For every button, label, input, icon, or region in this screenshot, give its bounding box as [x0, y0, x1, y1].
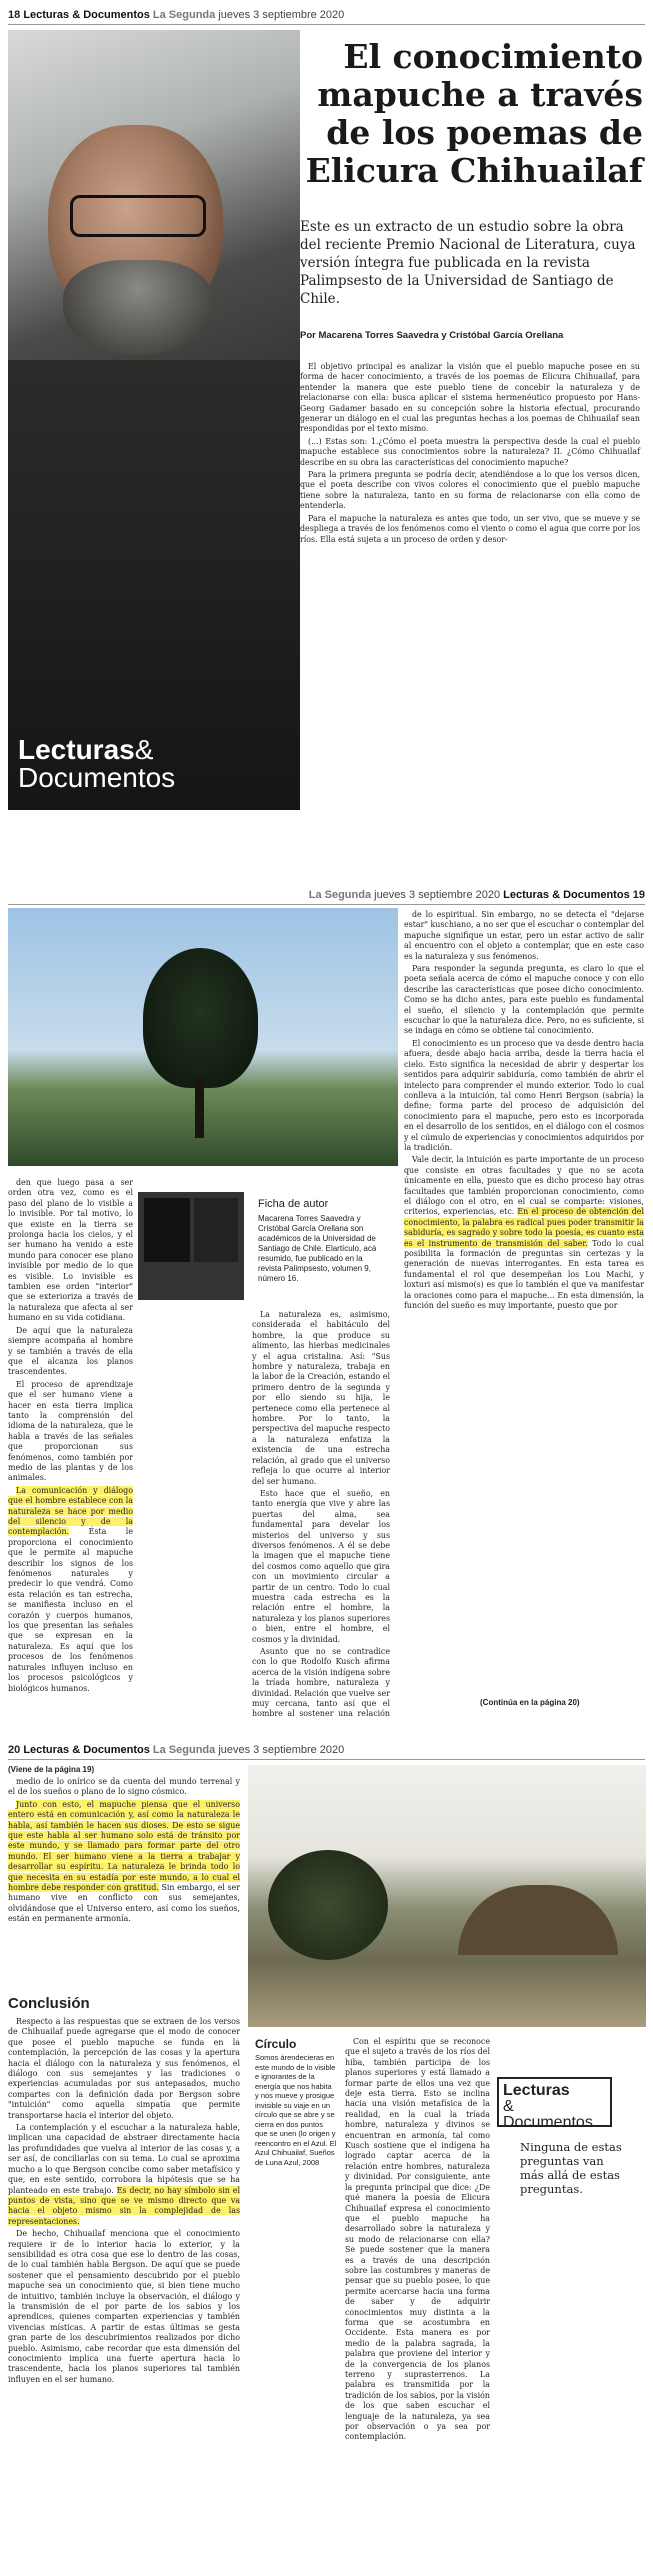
- paragraph: Asunto que no se contradice con lo que Rodolfo Kusch afirma acerca de la visión indígena sobre la tríada hombre, naturaleza y divinidad. Relación que vuelve ser muy cercana, tanto así que el hombre al sostener una relación: [252, 1647, 390, 1719]
- paragraph: Junto con esto, el mapuche piensa que el universo entero está en comunicación y, así como la naturaleza le habla, así también le hacen sus dioses. De esto se sigue que este habla al ser humano solo está de tránsito por este mundo, y se llamado para formar parte del otro mundo. El ser humano viene a la tierra a trabajar y desarrollar su espíritu. La naturaleza le brinda todo lo que necesita en su estadía por este mundo, a lo cual el hombre debe responder con gratitud. Sin embargo, el ser humano vive en conflicto con sus semejantes, olvidándose que el Universo entero, así como los sueños, están en permanente armonía.: [8, 1799, 241, 1924]
- issue-date: jueves 3 septiembre 2020: [218, 1744, 345, 1756]
- author-box-title: Ficha de autor: [258, 1198, 329, 1210]
- book-cover-front: [144, 1198, 190, 1262]
- araucaria-photo: [8, 908, 398, 1166]
- article-title: El conocimiento mapuche a través de los poemas de Elicura Chihuailaf: [305, 37, 643, 190]
- page-20: [0, 1735, 653, 2560]
- publication-name: La Segunda: [152, 9, 216, 21]
- continues-note: (Continúa en la página 20): [480, 1698, 580, 1707]
- paragraph: Para el mapuche la naturaleza es antes que todo, un ser vivo, que se mueve y se despliega a través de los fenómenos como el viento o como el agua que corre por los ríos. Ella está sujeta a un proceso de orden y desor-: [300, 513, 640, 544]
- section-name: Lecturas & Documentos: [23, 1744, 150, 1756]
- poem-title: Círculo: [255, 2037, 297, 2051]
- paragraph: Vale decir, la intuición es parte importante de un proceso que consiste en otras facultades y que no se acota únicamente en ella, puesto que es dicho proceso hay otras facultades que también proporcionan conocimiento, como el diálogo con el otro, en el cual se comparte: visiones, criterios, experiencias, etc. En el proceso de obtención del conocimiento, la palabra es radical pues poder transmitir la sabiduría, es sagrado y sobre todo la poesía, es cuanto esta es el instrumento de transmisión del saber. Todo lo cual posibilita la formación de preguntas sin certezas y la generación de nuevas interrogantes. En esta tarea es fundamental el rol que desempeñan los Lou Machi, y loxturi así mismo(s) es que lo también el que va manifestar la oraciones como para el mapuche... En esta dimensión, la función del sueño es muy importante, puesto que por: [404, 1155, 644, 1311]
- body-column-2: [252, 1178, 390, 1720]
- pull-quote: Ninguna de estas preguntas van más allá de estas preguntas.: [520, 2140, 622, 2196]
- page-number: 19: [632, 889, 645, 901]
- section-name: Lecturas & Documentos: [503, 889, 630, 901]
- paragraph: La naturaleza es, asimismo, considerada el habitáculo del hombre, la que produce su alimento, las hierbas medicinales y el agua cristalina. Así: "Sus hombre y naturaleza, trabaja en la labor de la Creación, estando el primero dentro de la segunda y por ello siendo su hija, le pertenece como ella pertenece al hombre. Por lo tanto, la perspectiva del mapuche respecto a la naturaleza enfatiza la existencia de una estrecha relación, al grado que el universo refleja lo que ocurre al interior del ser humano.: [252, 1310, 390, 1486]
- page-18: [0, 0, 653, 865]
- paragraph: Respecto a las respuestas que se extraen de los versos de Chihuailaf puede agregarse que el modo de conocer que posee el pueblo mapuche se funda en la contemplación, la percepción de las cosas y la apertura hacia el diálogo con la naturaleza y sus fenómenos, el diálogo con sus semejantes y las tradiciones o experiencias acumuladas por sus antepasados, mucho compartes con la definición dada por Bergson sobre "intuición" como aquella simpatía que permite transportarse hacia el interior del objeto.: [8, 2017, 240, 2120]
- section-logo: Lecturas & Documentos: [497, 2077, 612, 2127]
- book-cover-image: [138, 1192, 244, 1300]
- byline: Por Macarena Torres Saavedra y Cristóbal García Orellana: [300, 330, 564, 341]
- tree-trunk: [195, 1078, 204, 1138]
- conclusion-heading: Conclusión: [8, 1995, 90, 2012]
- section-logo: Lecturas& Documentos: [18, 734, 176, 793]
- body-column-3: [404, 910, 644, 1313]
- article-lead: Este es un extracto de un estudio sobre la obra del reciente Premio Nacional de Literatura, cuya versión íntegra fue publicada en la revista Palimpsesto de la Universidad de Santiago de Chile.: [300, 219, 636, 307]
- paragraph: Para la primera pregunta se podría decir, atendiéndose a lo que los versos dicen, que el poeta describe con vivos colores el conocimiento que el pueblo mapuche tiene sobre la naturaleza, tanto en su forma de relacionarse con ella como de entenderla.: [300, 470, 640, 511]
- page-number: 20: [8, 1744, 21, 1756]
- page-header: [8, 6, 645, 25]
- paragraph: medio de lo onírico se da cuenta del mundo terrenal y el de los sueños o plano de lo signo cósmico.: [8, 1777, 240, 1797]
- issue-date: jueves 3 septiembre 2020: [218, 9, 345, 21]
- page-header: [8, 886, 645, 905]
- scene-bush: [268, 1850, 388, 1960]
- body-column-1: [8, 1777, 240, 1927]
- paragraph: La comunicación y diálogo que el hombre establece con la naturaleza se hace por medio del silencio y de la contemplación. Ésta le proporciona el conocimiento que le permite al mapuche describir los signos de los fenómenos naturales y predecir lo que vendrá. Como esta relación es tan estrecha, se manifiesta incluso en el corazón y cuerpos humanos, los que presentan las señales que se expresan en la naturaleza. Es aquí que los procesos de los fenómenos naturales influyen incluso en los procesos psicológicos y biológicos humanos.: [8, 1485, 134, 1693]
- mapuche-ruka-photo: [248, 1765, 646, 2027]
- highlighted-text: En el proceso de obtención del conocimiento, la palabra es radical pues poder transmitir la sabiduría, es sagrado y sobre todo la poesía, es cuanto esta es el instrumento de transmisión del saber.: [404, 1207, 644, 1248]
- poem-text: Somos árendecieras en este mundo de lo visible e ignorantes de la energía que nos habita y nos mueve y prosigue invisible su viaje en un círculo que se abre y se cierra en dos puntos que se unen (lo origen y reencontro en el Azul. El Azul Chihuailaf, Sueños de Luna Azul, 2008: [255, 2053, 337, 2167]
- section-name: Lecturas & Documentos: [23, 9, 150, 21]
- book-cover-back: [194, 1198, 238, 1262]
- issue-date: jueves 3 septiembre 2020: [374, 889, 501, 901]
- tree-canopy: [143, 948, 258, 1088]
- paragraph: den que luego pasa a ser orden otra vez, como es el paso del plano de lo visible a lo invisible. Por tal motivo, lo que existe en la tierra se prolonga hacia los cielos, y el ser humano ha venido a este mundo para conocer ese plano invisible por medio de lo que es visible. Lo invisible es tambien ese orden "interior" que se exterioriza a través de la naturaleza que afecta al ser humano en su vida cotidiana.: [8, 1178, 133, 1323]
- highlighted-text: Es decir, no hay símbolo sin el puntos de vista, sino que se ve mismo directo que va hacia el objeto mismo sin la complejidad de las representaciones.: [8, 2185, 240, 2226]
- paragraph: La contemplación y el escuchar a la naturaleza hable, implican una capacidad de abstraer directamente hacia las profundidades que vuelva al interior de las cosas y, a ser así, de conciliarlas con su tema. Lo cual se aproxima mucho a lo que Bergson concibe como saber metafísico y que, en este sentido, corrobora la hipótesis que se ha planteado en este trabajo. Es decir, no hay símbolo sin el puntos de vista, sino que se ve mismo directo que va hacia el objeto mismo sin la complejidad de las representaciones.: [8, 2123, 240, 2226]
- author-portrait-photo: [8, 30, 300, 810]
- paragraph: El conocimiento es un proceso que va desde dentro hacia afuera, desde abajo hacia arriba, desde la tierra hacia el cielo. Esto significa la necesidad de abrir y despertar los sentidos para adquirir sabiduría, como también de abrir el intelecto para comprender el mundo exterior. Todo lo cual conlleva a la intuición, tal como Henri Bergson (sabría) la define; forma parte del proceso de adquisición del conocimiento para el mapuche, pero esto es incorporada en el desarrollo de los sentidos, en el diálogo con el cosmos y el cúmulo de experiencias y conocimientos adquiridos por la tradición.: [404, 1038, 644, 1152]
- page-19: [0, 880, 653, 1720]
- paragraph: De hecho, Chihuailaf menciona que el conocimiento requiere ir de lo interior hacia lo exterior, y la sensibilidad es otra cosa que ese lo dentro de las cosas, de lo cual también habla Bergson. De aquí que se puede sostener que el pensamiento descubrido por el pueblo mapuche sea un conocimiento que, si bien tiene mucho de intuitivo, también incluye la observación, el diálogo y la transmisión de el por parte de los sabios y los aprendices, quienes comparten experiencias y también vivencias místicas. A partir de estas últimas se gesta gran parte de los descubrimientos realizados por dicho pueblo. Asimismo, cabe recordar que esta dimensión del conocimiento implica una fuerte apertura hacia lo trascendente, hacia los planos superiores tal también influyen en el ser humano.: [8, 2229, 240, 2384]
- paragraph: Esto hace que el sueño, en tanto energía que vive y abre las puertas del alma, sea fundamental para develar los misterios del universo y sus diversos fenómenos. A él se debe la imagen que el mapuche tiene del cosmos como aquello que gira con un movimiento circular a partir de un centro. Todo lo cual muestra cada estrecha es la relación entre el hombre, la naturaleza y los planos superiores o bien, entre el hombre, el cosmos y la divinidad.: [252, 1488, 390, 1644]
- scene-ruka-hut: [458, 1885, 618, 1955]
- conclusion-column: [8, 2017, 240, 2387]
- publication-name: La Segunda: [308, 889, 372, 901]
- paragraph: (...) Estas son: 1.¿Cómo el poeta muestra la perspectiva desde la cual el pueblo mapuche establece sus conocimientos sobre la naturaleza? II. ¿Cómo Chihuailaf describe en su obra las características del conocimiento mapuche?: [300, 436, 640, 467]
- from-previous-note: (Viene de la página 19): [8, 1765, 95, 1774]
- page-number: 18: [8, 9, 21, 21]
- paragraph: El proceso de aprendizaje que el ser humano viene a hacer en esta tierra implica tanto la comprensión del idioma de la naturaleza, que le habla a través de las señales que proporcionan sus fenómenos, como también por medio de las plantas y de los animales.: [8, 1379, 133, 1483]
- paragraph: De aquí que la naturaleza siempre acompaña al hombre y se también a través de ella que el alcanza los planos trascendentes.: [8, 1325, 133, 1377]
- body-column-2: [345, 2037, 490, 2445]
- paragraph: Para responder la segunda pregunta, es claro lo que el poeta señala acerca de cómo el mapuche conoce y con ello describe las características que posee dicho conocimiento. Como se ha dicho antes, para este pueblo es fundamental el sueño, el silencio y la contemplación que permite escuchar lo que la naturaleza dice. Pero, no es suficiente, si se indaga en cómo se obtiene tal conocimiento.: [404, 964, 644, 1036]
- body-column-1: [8, 1178, 133, 1696]
- author-box-text: Macarena Torres Saavedra y Cristóbal García Orellana son académicos de la Universidad de Santiago de Chile. Elartículo, acá resumido, fue publicado en la revista Palimpsesto, volumen 9, número 16.: [258, 1214, 377, 1283]
- publication-name: La Segunda: [152, 1744, 216, 1756]
- paragraph: El objetivo principal es analizar la visión que el pueblo mapuche posee en su forma de hacer conocimiento, a través de los poemas de Elicura Chihuailaf, para entender la manera que este pueblo tiene de concebir la naturaleza y de relacionarse con ella: busca aplicar el sistema hermenéutico propuesto por Hans-Georg Gadamer basado en su concepción sobre la historia efectual, procurando generar un diálogo en el cual las preguntas hechas a los poemas de Chihuailaf sean respondidas por el texto mismo.: [300, 362, 640, 434]
- paragraph: Con el espíritu que se reconoce que el sujeto a través de los ríos del hiba, también participa de los planos superiores y está llamado a formar parte de ellos una vez que deje esta tierra. Esto se inclina hacia una visión metafísica de la realidad, en la cual la tríada hombre, naturaleza y divinos se encuentran en armonía, tal como Kusch sostiene que el indígena ha logrado captar acerca de la relación entre hombres, naturaleza y divinidad. Por consiguiente, ante la pregunta principal que dice: ¿De qué manera la poesía de Elicura Chihuailaf expresa el conocimiento que el pueblo mapuche ha desarrollado sobre la naturaleza y su modo de relacionarse con ella? Se puede sostener que la manera es a través de una descripción sobre las costumbres y maneras de pensar que su pueblo posee, lo que permite acercarse hacia una forma de saber y de adquirir conocimientos muy distinta a la forma que se acostumbra en Occidente. Esta manera es por medio de la palabra sagrada, la palabra que proviene del interior y de la convergencia de los planos terreno y suprasterrenos. La palabra es transmitida por la tradición de los sabios, por la visión de los que saben escuchar el lenguaje de la naturaleza, ya sea por observación o ya sea por contemplación.: [345, 2037, 490, 2442]
- highlighted-text: La comunicación y diálogo que el hombre establece con la naturaleza se hace por medio del silencio y de la contemplación.: [8, 1485, 133, 1537]
- paragraph: de lo espiritual. Sin embargo, no se detecta el "dejarse estar" kuschiano, a no ser que el escuchar o contemplar del mapuche signifique un estar, pero un estar activo de salir al encuentro con el objeto a contemplar, que en este caso es la naturaleza y sus fenómenos.: [404, 910, 644, 961]
- portrait-beard: [63, 260, 213, 355]
- highlighted-text: Junto con esto, el mapuche piensa que el universo entero está en comunicación y, así como la naturaleza le habla, así también le hacen sus dioses. De esto se sigue que este habla al ser humano solo está de tránsito por este mundo, y se llamado para formar parte del otro mundo. El ser humano viene a la tierra a trabajar y desarrollar su espíritu. La naturaleza le brinda todo lo que necesita en su estadía por este mundo, a lo cual el hombre debe responder con gratitud.: [8, 1799, 240, 1893]
- page-header: [8, 1741, 645, 1760]
- portrait-glasses: [70, 195, 206, 237]
- body-column: [300, 362, 640, 547]
